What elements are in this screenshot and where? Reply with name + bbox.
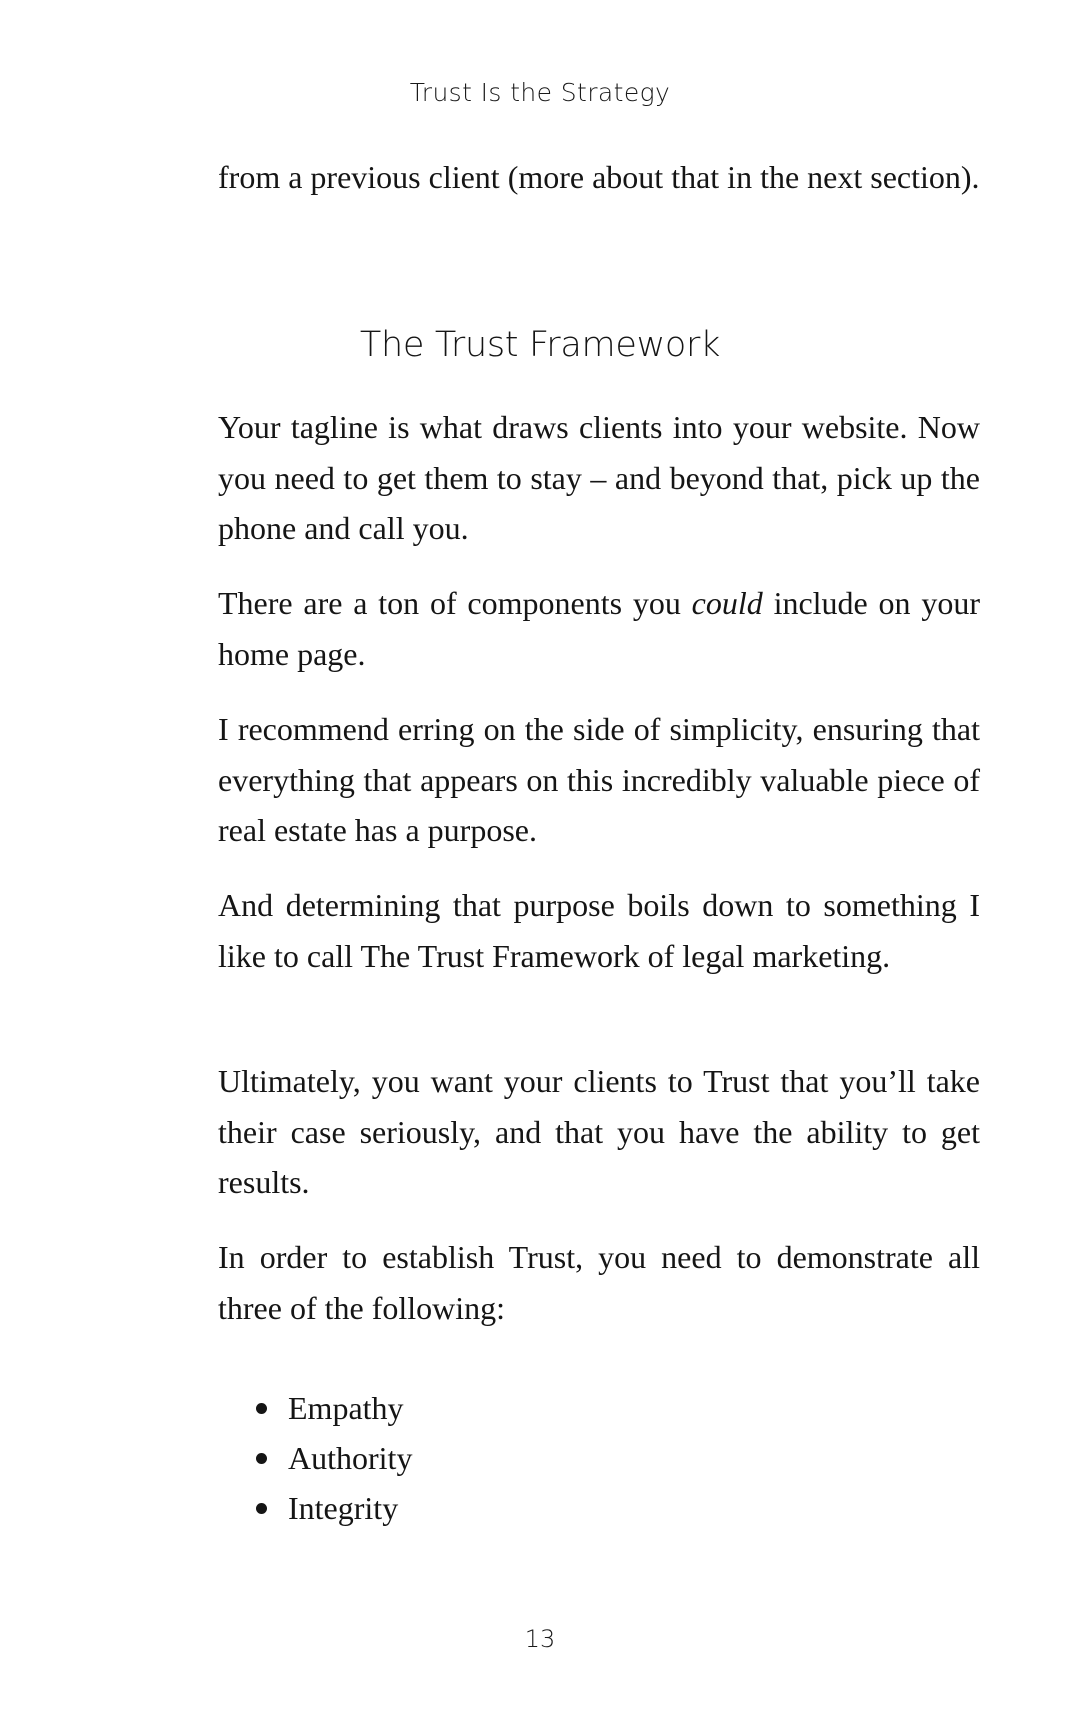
list-item (218, 1433, 818, 1483)
paragraph-simplicity: I recommend erring on the side of simplicity, ensuring that everything that appears on this incredibly valuable piece of real estate has a purpose. (218, 711, 980, 848)
continued-paragraph: from a previous client (more about that in the next section). (218, 159, 980, 195)
running-header: Trust Is the Strategy (409, 78, 671, 107)
bullet-icon (256, 1403, 267, 1414)
list-item-label: Authority (288, 1440, 413, 1476)
paragraph-components-before: There are a ton of components you (218, 585, 692, 621)
bullet-icon (256, 1503, 267, 1514)
paragraph-tagline: Your tagline is what draws clients into your website. Now you need to get them to stay – and beyond that, pick up the phone and call you. (218, 409, 980, 546)
paragraph-establish-trust: In order to establish Trust, you need to demonstrate all three of the following: (218, 1239, 980, 1326)
section-heading: The Trust Framework (359, 325, 721, 365)
paragraph-ultimately: Ultimately, you want your clients to Trust that you’ll take their case seriously, and that you have the ability to get results. (218, 1063, 980, 1200)
list-item-label: Empathy (288, 1390, 404, 1426)
trust-components-list (218, 1383, 818, 1533)
list-item-label: Integrity (288, 1490, 399, 1526)
paragraph-components-emphasis: could (691, 585, 763, 621)
paragraph-components (218, 578, 980, 679)
paragraph-components-after: include on your home page. (218, 585, 981, 672)
page-number: 13 (524, 1625, 556, 1653)
list-item (218, 1383, 818, 1433)
bullet-icon (256, 1453, 267, 1464)
list-item (218, 1483, 818, 1533)
paragraph-determining: And determining that purpose boils down to something I like to call The Trust Framework of legal marketing. (218, 887, 980, 974)
